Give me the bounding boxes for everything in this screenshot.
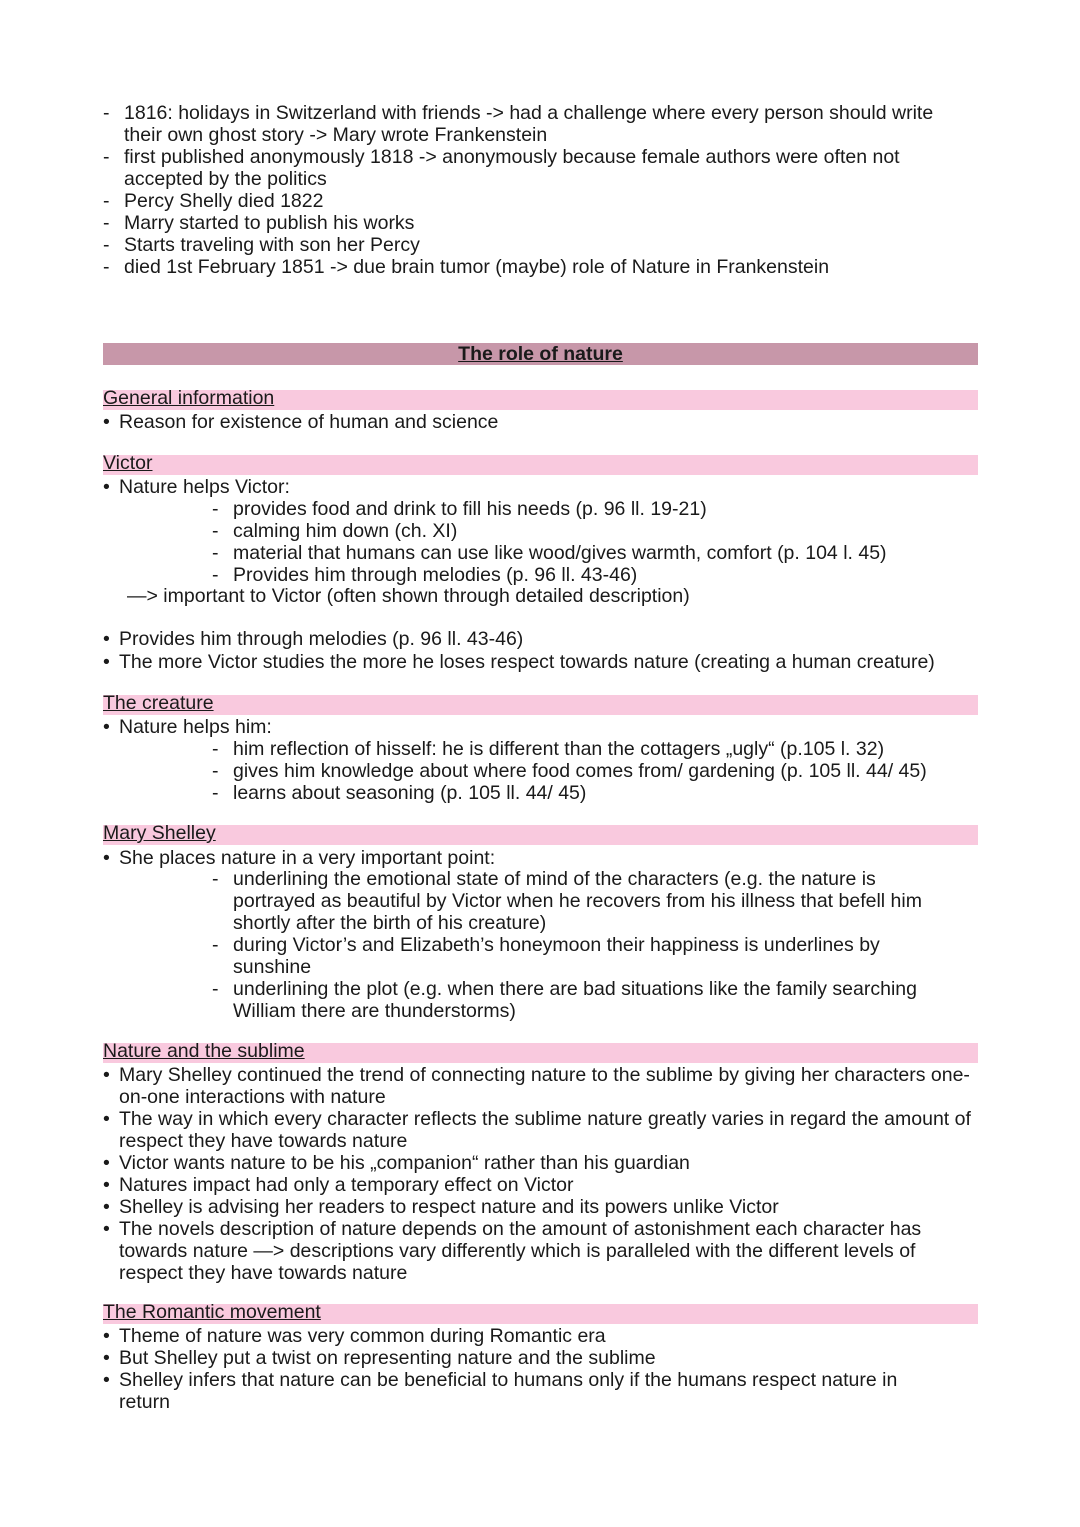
list-item: • Provides him through melodies (p. 96 ll. 43-46) [103,628,524,650]
bullet-marker: • [103,1152,110,1174]
dash-marker: - [212,760,219,782]
list-item: - provides food and drink to fill his needs (p. 96 ll. 19-21) [212,498,707,520]
section-heading-general: General information [103,390,978,410]
bullet-marker: • [103,1064,110,1086]
section-heading-creature: The creature [103,695,978,715]
bullet-marker: • [103,1325,110,1347]
dash-marker: - [212,782,219,804]
list-item: • Reason for existence of human and science [103,411,499,433]
victor-list-2 [103,628,978,673]
list-item: - Provides him through melodies (p. 96 ll. 43-46) [212,564,638,586]
list-item: - him reflection of hisself: he is different than the cottagers „ugly“ (p.105 l. 32) [212,738,885,760]
bullet-marker: • [103,1196,110,1218]
dash-marker: - [103,102,110,124]
dash-marker: - [212,542,219,564]
dash-marker: - [103,234,110,256]
dash-marker: - [212,564,219,586]
list-item: • Mary Shelley continued the trend of connecting nature to the sublime by giving her characters one-on-one interactions with nature [103,1064,970,1108]
creature-sublist [212,738,977,804]
list-item: - gives him knowledge about where food comes from/ gardening (p. 105 ll. 44/ 45) [212,760,927,782]
dash-marker: - [212,868,219,890]
dash-marker: - [103,190,110,212]
page-title: The role of nature [458,343,623,365]
list-item: • Natures impact had only a temporary effect on Victor [103,1174,574,1196]
dash-marker: - [212,520,219,542]
bullet-marker: • [103,476,110,498]
list-item: - Percy Shelly died 1822 [103,190,324,212]
list-item: - underlining the emotional state of mind of the characters (e.g. the nature is portrayed as beautiful by Victor when he recovers from his illness that befell him shortly after the birth of his creature) [212,868,922,934]
creature-list [103,716,973,738]
list-item: - during Victor’s and Elizabeth’s honeymoon their happiness is underlines by sunshine [212,934,880,978]
mary-list [103,847,973,869]
dash-marker: - [212,978,219,1000]
list-item: - 1816: holidays in Switzerland with friends -> had a challenge where every person should write their own ghost story -> Mary wrote Frankenstein [103,102,934,146]
bullet-marker: • [103,628,110,650]
bullet-marker: • [103,716,110,738]
victor-arrow-note: —> important to Victor (often shown through detailed description) [127,585,690,607]
list-item: • Nature helps him: [103,716,272,738]
dash-marker: - [103,256,110,278]
list-item: - Marry started to publish his works [103,212,415,234]
bullet-marker: • [103,1369,110,1391]
bullet-marker: • [103,847,110,869]
list-item: • But Shelley put a twist on representing nature and the sublime [103,1347,656,1369]
dash-marker: - [103,146,110,168]
general-list [103,411,973,433]
list-item: • The way in which every character reflects the sublime nature greatly varies in regard the amount of respect they have towards nature [103,1108,971,1152]
bullet-marker: • [103,1174,110,1196]
list-item: - Starts traveling with son her Percy [103,234,420,256]
list-item: • Shelley is advising her readers to respect nature and its powers unlike Victor [103,1196,779,1218]
list-item: • The more Victor studies the more he loses respect towards nature (creating a human creature) [103,651,935,673]
section-heading-sublime: Nature and the sublime [103,1043,978,1063]
list-item: - underlining the plot (e.g. when there are bad situations like the family searching William there are thunderstorms) [212,978,917,1022]
dash-marker: - [103,212,110,234]
bullet-marker: • [103,1218,110,1240]
list-item: - died 1st February 1851 -> due brain tumor (maybe) role of Nature in Frankenstein [103,256,830,278]
victor-sublist [212,498,977,586]
list-item: • Victor wants nature to be his „companion“ rather than his guardian [103,1152,690,1174]
list-item: - learns about seasoning (p. 105 ll. 44/ 45) [212,782,587,804]
title-bar [103,343,978,365]
bullet-marker: • [103,411,110,433]
bullet-marker: • [103,1347,110,1369]
list-item: • Shelley infers that nature can be beneficial to humans only if the humans respect nature in return [103,1369,898,1413]
section-heading-romantic: The Romantic movement [103,1304,978,1324]
romantic-list [103,1325,933,1413]
bullet-marker: • [103,1108,110,1130]
intro-list [103,102,973,278]
list-item: • Theme of nature was very common during Romantic era [103,1325,606,1347]
list-item: - first published anonymously 1818 -> anonymously because female authors were often not accepted by the politics [103,146,900,190]
dash-marker: - [212,738,219,760]
mary-sublist [212,868,947,1022]
list-item: • Nature helps Victor: [103,476,290,498]
list-item: - calming him down (ch. XI) [212,520,458,542]
list-item: - material that humans can use like wood/gives warmth, comfort (p. 104 l. 45) [212,542,887,564]
list-item: • The novels description of nature depends on the amount of astonishment each character has towards nature —> descriptions vary differently which is paralleled with the different levels of respect they have towards nature [103,1218,922,1284]
bullet-marker: • [103,651,110,673]
list-item: • She places nature in a very important point: [103,847,496,869]
dash-marker: - [212,498,219,520]
sublime-list [103,1064,978,1284]
section-heading-mary-shelley: Mary Shelley [103,825,978,845]
dash-marker: - [212,934,219,956]
section-heading-victor: Victor [103,455,978,475]
victor-list [103,476,973,498]
